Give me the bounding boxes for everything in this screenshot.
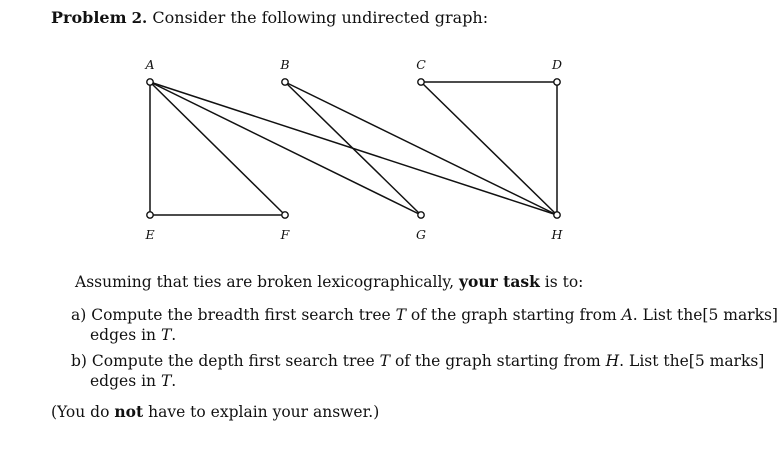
task-marks: [5 marks] [702,306,778,324]
task-start-vertex: H [605,352,620,370]
vertex-E [147,212,153,218]
intro-suffix: is to: [544,273,584,291]
edge-B-G [285,82,421,215]
vertex-label-D: D [551,57,563,72]
vertex-label-E: E [145,227,155,242]
task-marker: a) [71,306,87,324]
vertex-label-H: H [551,227,563,242]
note-prefix: (You do [51,403,110,421]
task-end: . [171,326,177,344]
vertex-G [418,212,424,218]
vertex-label-G: G [416,227,426,242]
task-marks: [5 marks] [688,352,765,370]
edge-B-H [285,82,557,215]
problem-number: 2. [131,9,148,27]
problem-statement: Consider the following undirected graph: [152,8,489,27]
task-text-2: edges in [90,372,157,390]
vertex-label-B: B [280,57,290,72]
task-var: T [379,352,391,370]
vertex-label-C: C [416,57,426,72]
graph-edges [150,82,557,215]
task-a [71,305,778,345]
vertex-C [418,79,424,85]
vertex-A [147,79,153,85]
task-var-2: T [160,326,172,344]
task-marker: b) [71,352,87,370]
vertex-H [554,212,560,218]
problem-label: Problem [51,8,127,27]
vertex-B [282,79,288,85]
footnote [51,402,379,421]
task-text: Compute the breadth first search tree [91,306,391,324]
vertex-label-F: F [280,227,290,242]
task-text: Compute the depth first search tree [91,352,375,370]
edge-C-H [421,82,557,215]
intro-bold: your task [458,272,540,291]
note-bold: not [114,402,144,421]
edge-A-G [150,82,421,215]
task-start-vertex: A [621,306,633,324]
note-suffix: have to explain your answer.) [148,403,380,421]
task-text-c: . List the [619,352,689,370]
task-text-b: of the graph starting from [394,352,601,370]
intro-prefix: Assuming that ties are broken lexicographically, [75,273,455,291]
task-b [71,351,765,391]
edge-A-F [150,82,285,215]
task-intro [75,272,583,291]
vertex-label-A: A [145,57,155,72]
task-text-2: edges in [90,326,157,344]
vertex-F [282,212,288,218]
task-text-c: . List the [632,306,703,324]
task-text-b: of the graph starting from [410,306,617,324]
task-var-2: T [160,372,172,390]
vertex-D [554,79,560,85]
task-end: . [171,372,177,390]
task-var: T [395,306,406,324]
